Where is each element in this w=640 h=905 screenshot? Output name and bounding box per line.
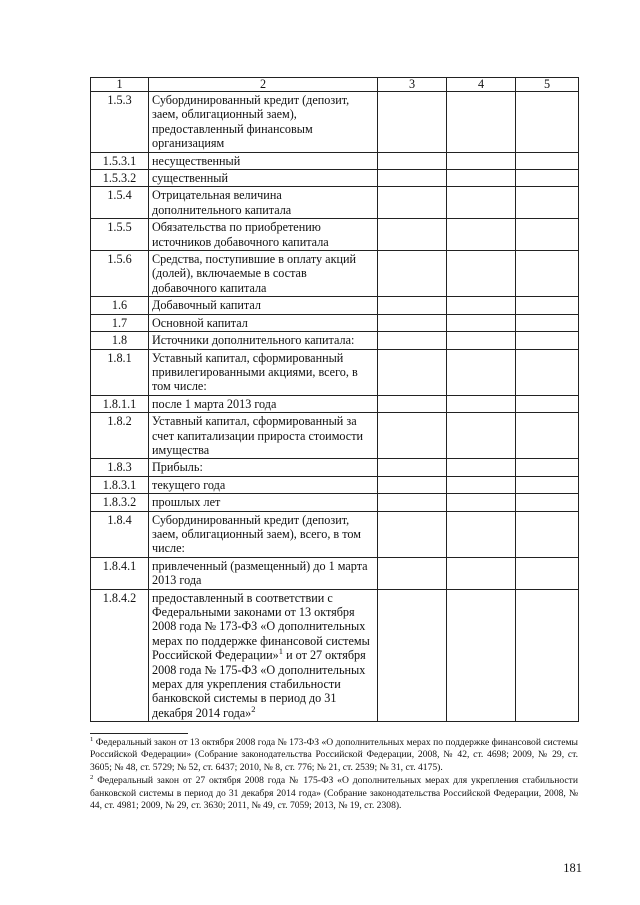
- value-cell: [447, 476, 516, 493]
- value-cell: [447, 332, 516, 349]
- row-label: [149, 589, 378, 722]
- table-row: [91, 511, 579, 557]
- column-header: 4: [447, 78, 516, 92]
- row-label: Субординированный кредит (депозит, заем, облигационный заем), всего, в том числе:: [149, 511, 378, 557]
- value-cell: [516, 557, 579, 589]
- value-cell: [447, 494, 516, 511]
- row-number: 1.8.1: [91, 349, 149, 395]
- row-number: 1.5.4: [91, 187, 149, 219]
- table-row: [91, 395, 579, 412]
- value-cell: [378, 459, 447, 476]
- value-cell: [516, 297, 579, 314]
- value-cell: [447, 219, 516, 251]
- value-cell: [378, 297, 447, 314]
- footnote-divider: [90, 733, 188, 734]
- row-number: 1.5.3.1: [91, 152, 149, 169]
- footnotes: [90, 737, 578, 813]
- row-number: 1.8.3.1: [91, 476, 149, 493]
- row-label: Добавочный капитал: [149, 297, 378, 314]
- row-label-part: предоставленный в соответствии с Федеральными законами от 13 октября 2008 года № 173-ФЗ «О дополнительных мерах по поддержке финансовой системы Российской Федерации»: [152, 590, 370, 663]
- row-label: Уставный капитал, сформированный привилегированными акциями, всего, в том числе:: [149, 349, 378, 395]
- column-header: 1: [91, 78, 149, 92]
- row-number: 1.5.3: [91, 92, 149, 153]
- table-row: [91, 332, 579, 349]
- value-cell: [447, 589, 516, 722]
- row-label: Основной капитал: [149, 314, 378, 331]
- row-label: прошлых лет: [149, 494, 378, 511]
- row-number: 1.5.3.2: [91, 170, 149, 187]
- column-header: 5: [516, 78, 579, 92]
- table-row: [91, 589, 579, 722]
- row-number: 1.8.4.1: [91, 557, 149, 589]
- footnote-mark: 2: [90, 774, 94, 782]
- value-cell: [516, 187, 579, 219]
- row-number: 1.8.4.2: [91, 589, 149, 722]
- value-cell: [447, 413, 516, 459]
- footnote-text: Федеральный закон от 13 октября 2008 года № 173-ФЗ «О дополнительных мерах по поддержке финансовой системы Российской Федерации» (Собрание законодательства Российской Федерации, 2008, № 42, ст. 4698; 2009, № 29, ст. 3605; № 48, ст. 5729; № 52, ст. 6437; 2010, № 8, ст. 776; № 21, ст. 2539; № 31, ст. 4175).: [90, 737, 578, 773]
- row-label: Субординированный кредит (депозит, заем, облигационный заем), предоставленный финансовым организациям: [149, 92, 378, 153]
- value-cell: [447, 152, 516, 169]
- table-row: [91, 413, 579, 459]
- row-number: 1.8.2: [91, 413, 149, 459]
- value-cell: [516, 314, 579, 331]
- row-number: 1.7: [91, 314, 149, 331]
- value-cell: [378, 170, 447, 187]
- table-row: [91, 476, 579, 493]
- table-row: [91, 314, 579, 331]
- table-row: [91, 251, 579, 297]
- row-label: Уставный капитал, сформированный за счет капитализации прироста стоимости имущества: [149, 413, 378, 459]
- row-label: несущественный: [149, 152, 378, 169]
- row-label-part: и от 27 октября 2008 года № 175-ФЗ «О дополнительных мерах для укрепления стабильности банковской системы в период до 31 декабря 2014 года»: [152, 648, 366, 720]
- table-row: [91, 219, 579, 251]
- value-cell: [516, 459, 579, 476]
- value-cell: [516, 251, 579, 297]
- value-cell: [378, 413, 447, 459]
- value-cell: [378, 511, 447, 557]
- value-cell: [447, 511, 516, 557]
- row-number: 1.5.5: [91, 219, 149, 251]
- row-label: существенный: [149, 170, 378, 187]
- table-row: [91, 557, 579, 589]
- value-cell: [516, 511, 579, 557]
- value-cell: [378, 251, 447, 297]
- value-cell: [378, 589, 447, 722]
- value-cell: [516, 395, 579, 412]
- row-label: Прибыль:: [149, 459, 378, 476]
- value-cell: [516, 413, 579, 459]
- table-row: [91, 349, 579, 395]
- table-row: [91, 170, 579, 187]
- row-number: 1.6: [91, 297, 149, 314]
- row-label: Средства, поступившие в оплату акций (долей), включаемые в состав добавочного капитала: [149, 251, 378, 297]
- value-cell: [516, 332, 579, 349]
- value-cell: [378, 476, 447, 493]
- value-cell: [378, 152, 447, 169]
- value-cell: [378, 314, 447, 331]
- value-cell: [447, 459, 516, 476]
- value-cell: [516, 349, 579, 395]
- value-cell: [447, 297, 516, 314]
- footnote: [90, 737, 578, 774]
- column-header: 2: [149, 78, 378, 92]
- footnote-mark: 1: [90, 735, 94, 743]
- row-number: 1.8.3.2: [91, 494, 149, 511]
- row-label: текущего года: [149, 476, 378, 493]
- value-cell: [378, 395, 447, 412]
- page-number: 181: [563, 861, 582, 875]
- table-row: [91, 92, 579, 153]
- value-cell: [516, 219, 579, 251]
- value-cell: [516, 152, 579, 169]
- footnote-ref-2: 2: [251, 703, 256, 714]
- table-row: [91, 459, 579, 476]
- footnote-ref-1: 1: [278, 646, 284, 657]
- row-label: после 1 марта 2013 года: [149, 395, 378, 412]
- table-row: [91, 494, 579, 511]
- value-cell: [378, 187, 447, 219]
- row-label: Обязательства по приобретению источников добавочного капитала: [149, 219, 378, 251]
- value-cell: [378, 92, 447, 153]
- row-number: 1.8.4: [91, 511, 149, 557]
- row-label: привлеченный (размещенный) до 1 марта 2013 года: [149, 557, 378, 589]
- capital-table: [90, 77, 579, 722]
- value-cell: [516, 494, 579, 511]
- footnote-text: Федеральный закон от 27 октября 2008 года № 175-ФЗ «О дополнительных мерах для укрепления стабильности банковской системы в период до 31 декабря 2014 года» (Собрание законодательства Российской Федерации, 2008, № 44, ст. 4981; 2009, № 29, ст. 3630; 2011, № 49, ст. 7059; 2013, № 19, ст. 2308).: [90, 775, 578, 812]
- row-label: Отрицательная величина дополнительного капитала: [149, 187, 378, 219]
- table-row: [91, 187, 579, 219]
- value-cell: [378, 494, 447, 511]
- row-number: 1.8.1.1: [91, 395, 149, 412]
- value-cell: [516, 589, 579, 722]
- table-row: [91, 297, 579, 314]
- row-number: 1.8.3: [91, 459, 149, 476]
- row-label: Источники дополнительного капитала:: [149, 332, 378, 349]
- value-cell: [516, 170, 579, 187]
- table-row: [91, 152, 579, 169]
- value-cell: [378, 332, 447, 349]
- value-cell: [447, 92, 516, 153]
- row-number: 1.5.6: [91, 251, 149, 297]
- value-cell: [516, 92, 579, 153]
- footnote: [90, 775, 578, 812]
- value-cell: [378, 557, 447, 589]
- value-cell: [516, 476, 579, 493]
- value-cell: [447, 557, 516, 589]
- value-cell: [447, 170, 516, 187]
- value-cell: [447, 314, 516, 331]
- value-cell: [447, 349, 516, 395]
- value-cell: [447, 187, 516, 219]
- value-cell: [378, 349, 447, 395]
- value-cell: [378, 219, 447, 251]
- value-cell: [447, 395, 516, 412]
- table-header-row: [91, 78, 579, 92]
- row-number: 1.8: [91, 332, 149, 349]
- value-cell: [447, 251, 516, 297]
- column-header: 3: [378, 78, 447, 92]
